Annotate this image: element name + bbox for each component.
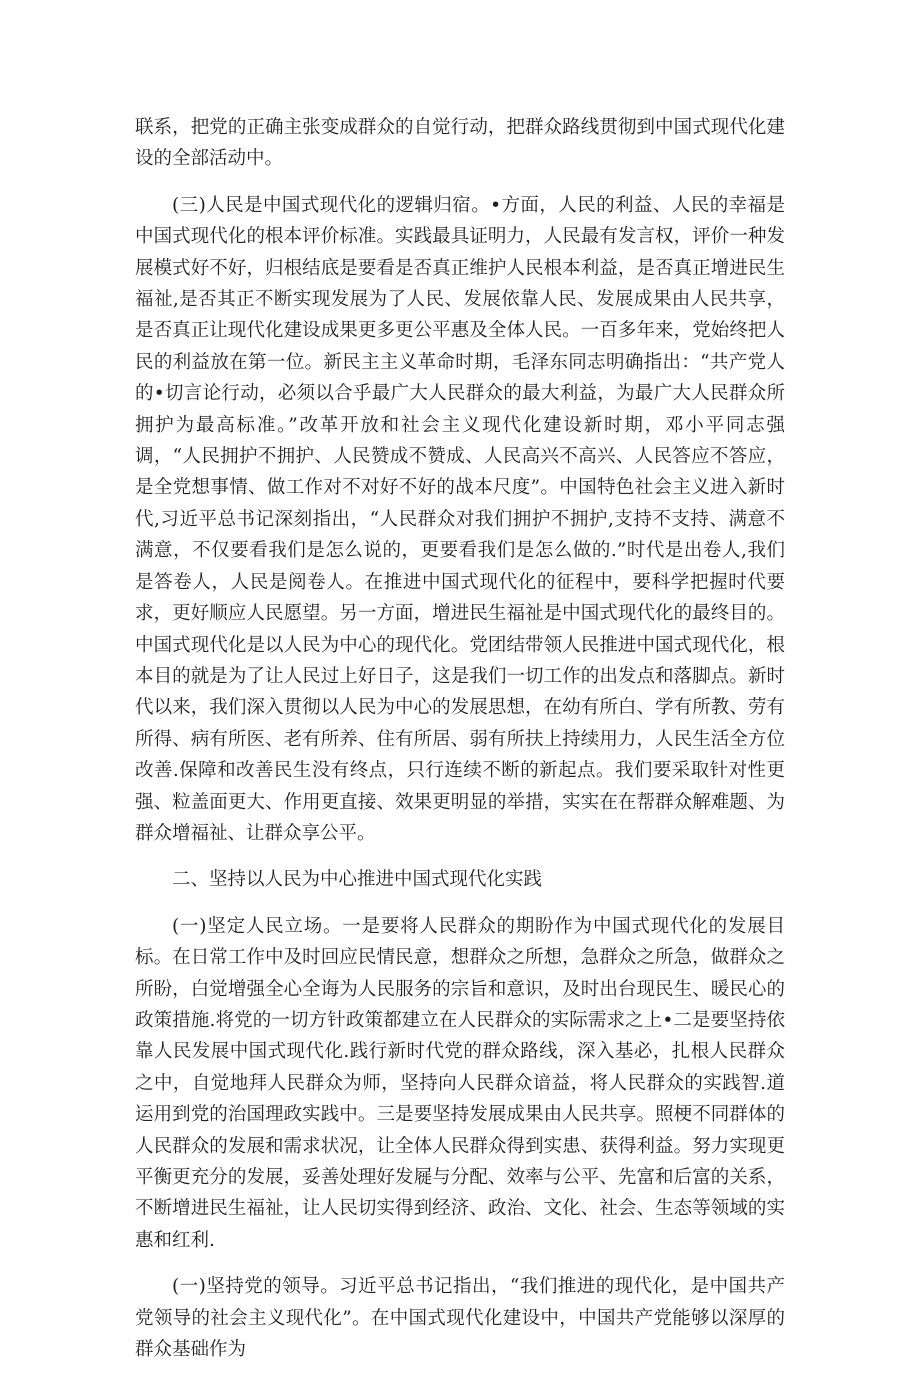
- paragraph-party-leadership: (一)坚持党的领导。习近平总书记指出，“我们推进的现代化，是中国共产党领导的社会主义现代化”。在中国式现代化建设中，中国共产党能够以深厚的群众基础作为: [135, 1276, 785, 1361]
- paragraph-people-stance: (一)坚定人民立场。一是要将人民群众的期盼作为中国式现代化的发展目标。在日常工作中及时回应民情民意，想群众之所想，急群众之所急，做群众之所盼，白觉增强全心全诲为人民服务的宗旨和意识，及时出台现民生、暖民心的政策措施.将党的一切方针政策都建立在人民群众的实际需求之上•二是要坚持依靠人民发展中国式现代化.践行新时代党的群众路线，深入基必，扎根人民群众之中，自觉地拜人民群众为师，坚持向人民群众谙益，将人民群众的实践智.道运用到党的治国理政实践中。三是要坚持发展成果由人民共享。照梗不同群体的人民群众的发展和需求状况，让全体人民群众得到实患、获得利益。努力实现更平衡更充分的发展，妥善处理好发屣与分配、效率与公平、先富和后富的关系，不断增进民生福祉，让人民切实得到经济、政治、文化、社会、生态等领域的实惠和红利.: [135, 915, 785, 1251]
- paragraph-section-three: (三)人民是中国式现代化的逻辑归宿。•方面，人民的利益、人民的幸福是中国式现代化的根本评价标准。实践最具证明力，人民最有发言权，评价一种发展模式好不好，归根结底是要看是否真正维护人民根本利益，是否真正增进民生福祉,是否其正不断实现发展为了人民、发展依靠人民、发展成果由人民共享，是否真正让现代化建设成果更多更公平惠及全体人民。一百多年来，党始终把人民的利益放在第一位。新民主主义革命时期，毛泽东同志明确指出：“共产党人的•切言论行动，必须以合乎最广大人民群众的最大利益，为最广大人民群众所拥护为最高标准。”改革开放和社会主义现代化建设新时期，邓小平同志强调，“人民拥护不拥护、人民赞成不赞成、人民高兴不高兴、人民答应不答应，是全党想事情、做工作对不对好不好的战本尺度”。中国特色社会主义进入新时代,习近平总书记深刻指出，“人民群众对我们拥护不拥护,支持不支持、满意不满意，不仅要看我们是怎么说的，更要看我们是怎么做的.”时代是出卷人,我们是答卷人，人民是阅卷人。在推进中国式现代化的征程中，要科学把握时代要求，更好顺应人民愿望。另一方面，增进民生福祉是中国式现代化的最终目的。中国式现代化是以人民为中心的现代化。党团结带领人民推进中国式现代化，根本目的就是为了让人民过上好日子，这是我们一切工作的出发点和落脚点。新时代以来，我们深入贯彻以人民为中心的发展思想，在幼有所白、学有所教、劳有所得、病有所医、老有所养、住有所居、弱有所扶上持续用力，人民生活全方位改善.保障和改善民生没有终点，只行连续不断的新起点。我们要采取针对性更强、粒盖面更大、作用更直接、效果更明显的举措，实实在在帮群众解难题、为群众增福祉、让群众享公平。: [135, 194, 785, 844]
- section-heading: 二、坚持以人民为中心推进中国式现代化实践: [172, 869, 543, 891]
- paragraph-continuation: 联系，把党的正确主张变成群众的自觉行动，把群众路线贯彻到中国式现代化建设的全部活动中。: [135, 117, 785, 170]
- document-body: [135, 112, 785, 1380]
